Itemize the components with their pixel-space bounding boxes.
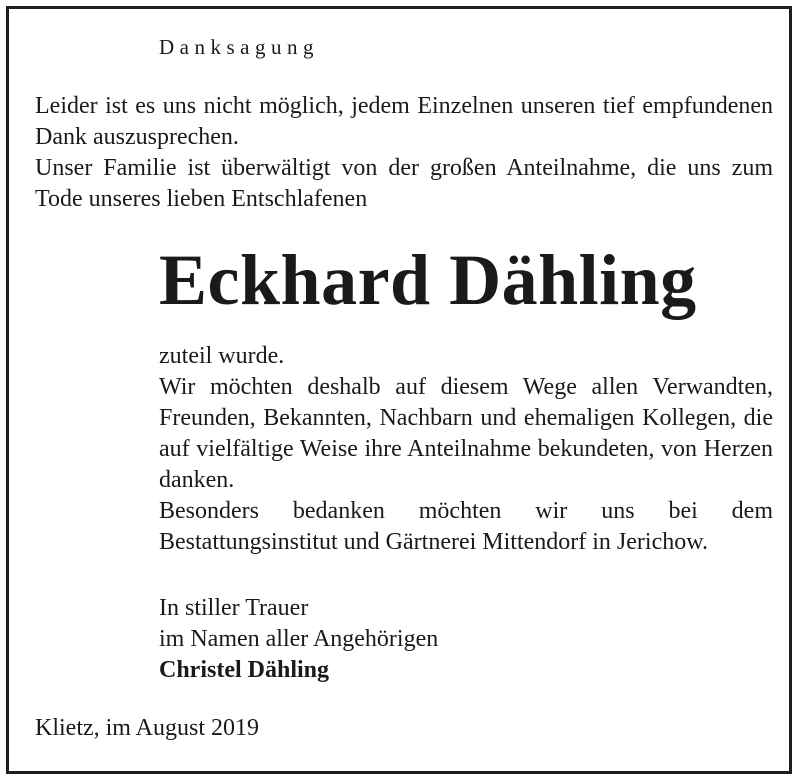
body-paragraph: Wir möchten deshalb auf diesem Wege allen Verwandten, Freunden, Bekannten, Nachbarn und ehemaligen Kollegen, die auf vielfältige Weise ihre Anteilnahme bekundeten, von Herzen danken. (159, 374, 773, 493)
closing-line: In stiller Trauer (159, 595, 309, 621)
closing-block (159, 593, 438, 686)
body-paragraph: Besonders bedanken möchten wir uns bei dem Bestattungsinstitut und Gärtnerei Mittendorf in Jerichow. (159, 498, 773, 555)
obituary-thank-you-notice (6, 6, 792, 774)
intro-paragraph: Unser Familie ist überwältigt von der großen Anteilnahme, die uns zum Tode unseres lieben Entschlafenen (35, 155, 773, 212)
intro-text (35, 91, 773, 215)
signer-name: Christel Dähling (159, 657, 330, 683)
deceased-name: Eckhard Dähling (159, 240, 697, 320)
notice-heading: Danksagung (159, 35, 319, 59)
intro-paragraph: Leider ist es uns nicht möglich, jedem Einzelnen unseren tief empfundenen Dank auszusprechen. (35, 93, 773, 150)
body-text (159, 341, 773, 558)
body-paragraph: zuteil wurde. (159, 343, 285, 369)
closing-line: im Namen aller Angehörigen (159, 626, 439, 652)
place-date: Klietz, im August 2019 (35, 715, 259, 741)
